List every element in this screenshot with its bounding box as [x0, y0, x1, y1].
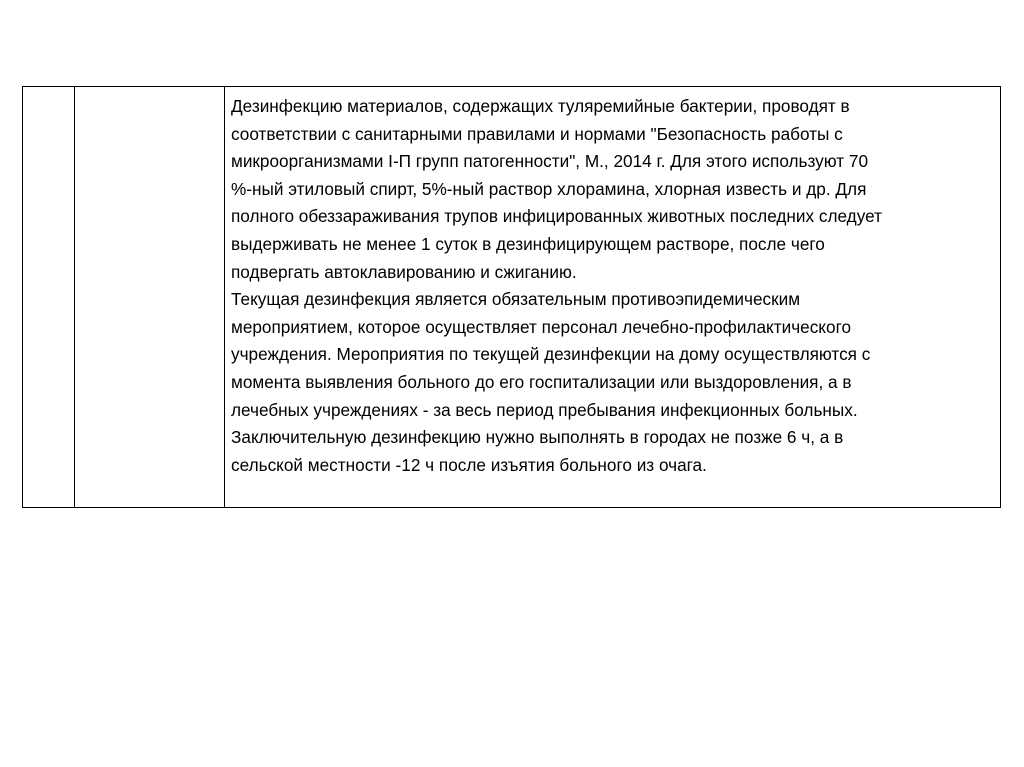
- text-line: Текущая дезинфекция является обязательным противоэпидемическим: [231, 289, 801, 310]
- table-cell-name: [75, 87, 225, 508]
- cell-text: [23, 87, 74, 93]
- text-line: сельской местности -12 ч после изъятия больного из очага.: [231, 454, 707, 475]
- text-line: момента выявления больного до его госпитализации или выздоровления, а в: [231, 371, 852, 392]
- text-line: соответствии с санитарными правилами и нормами "Безопасность работы с: [231, 123, 843, 144]
- table-cell-description: [225, 87, 1001, 508]
- text-line: подвергать автоклавированию и сжиганию.: [231, 261, 577, 282]
- text-line: выдерживать не менее 1 суток в дезинфицирующем растворе, после чего: [231, 233, 825, 254]
- table-cell-number: [23, 87, 75, 508]
- cell-text: [75, 87, 224, 93]
- text-line: микроорганизмами I-П групп патогенности", М., 2014 г. Для этого используют 70: [231, 151, 869, 172]
- text-line: %-ный этиловый спирт, 5%-ный раствор хлорамина, хлорная известь и др. Для: [231, 178, 867, 199]
- text-line: лечебных учреждениях - за весь период пребывания инфекционных больных.: [231, 399, 858, 420]
- text-line: полного обеззараживания трупов инфицированных животных последних следует: [231, 206, 882, 227]
- table-row: [23, 87, 1001, 508]
- text-line: Заключительную дезинфекцию нужно выполнять в городах не позже 6 ч, а в: [231, 427, 844, 448]
- text-line: мероприятием, которое осуществляет персонал лечебно-профилактического: [231, 316, 852, 337]
- document-table: [22, 86, 1001, 508]
- text-line: учреждения. Мероприятия по текущей дезинфекции на дому осуществляются с: [231, 344, 871, 365]
- text-line: Дезинфекцию материалов, содержащих туляремийные бактерии, проводят в: [231, 96, 850, 116]
- description-text: [225, 87, 1000, 479]
